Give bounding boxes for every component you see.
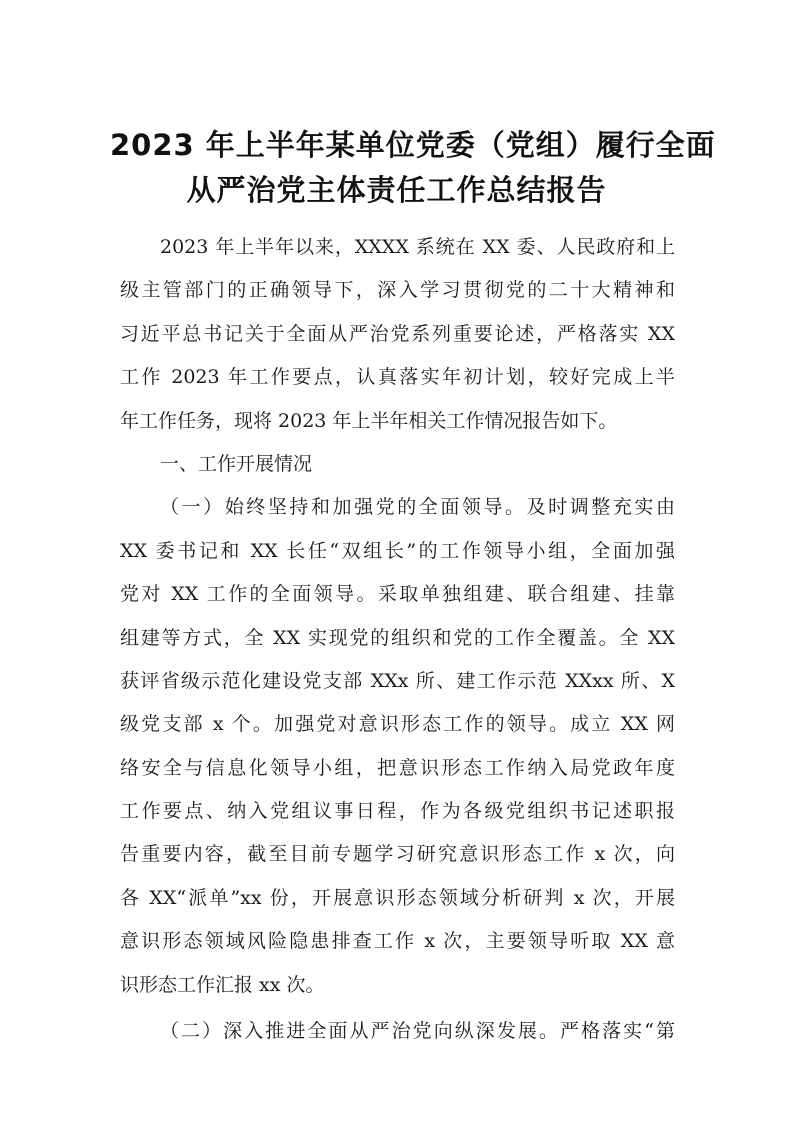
paragraph-line: 组建等方式，全 XX 实现党的组织和党的工作全覆盖。全 XX — [120, 626, 675, 649]
paragraph-line: （一）始终坚持和加强党的全面领导。及时调整充实由 — [160, 496, 675, 519]
document-title-line-2: 从严治党主体责任工作总结报告 — [186, 173, 607, 207]
paragraph-leadership — [120, 486, 675, 1007]
paragraph-line: 党对 XX 工作的全面领导。采取单独组建、联合组建、挂靠 — [120, 583, 675, 606]
paragraph-line: 获评省级示范化建设党支部 XXx 所、建工作示范 XXxx 所、X — [120, 669, 675, 692]
paragraph-line: XX 委书记和 XX 长任“双组长”的工作领导小组，全面加强 — [120, 539, 675, 562]
section-heading: 一、工作开展情况 — [160, 452, 313, 475]
paragraph-line: 各 XX“派单”xx 份，开展意识形态领域分析研判 x 次，开展 — [120, 886, 675, 909]
paragraph-line: 识形态工作汇报 xx 次。 — [120, 973, 325, 996]
paragraph-line: 习近平总书记关于全面从严治党系列重要论述，严格落实 XX — [120, 322, 675, 345]
paragraph-line: 告重要内容，截至目前专题学习研究意识形态工作 x 次，向 — [120, 843, 675, 866]
paragraph-line: 级党支部 x 个。加强党对意识形态工作的领导。成立 XX 网 — [120, 713, 675, 736]
document-title-line-1: 2023 年上半年某单位党委（党组）履行全面 — [110, 128, 716, 162]
paragraph-line: 年工作任务，现将 2023 年上半年相关工作情况报告如下。 — [120, 409, 618, 432]
paragraph-line: 络安全与信息化领导小组，把意识形态工作纳入局党政年度 — [120, 756, 675, 779]
paragraph-line: 意识形态领域风险隐患排查工作 x 次，主要领导听取 XX 意 — [120, 930, 675, 953]
paragraph-line: 工作 2023 年工作要点，认真落实年初计划，较好完成上半 — [120, 366, 675, 389]
paragraph-line: 2023 年上半年以来，XXXX 系统在 XX 委、人民政府和上 — [160, 236, 675, 258]
paragraph-line: （二）深入推进全面从严治党向纵深发展。严格落实“第 — [160, 1020, 675, 1043]
paragraph-intro — [120, 226, 675, 443]
document-body — [120, 226, 675, 1053]
paragraph-line: 级主管部门的正确领导下，深入学习贯彻党的二十大精神和 — [120, 279, 675, 302]
paragraph-line: 工作要点、纳入党组议事日程，作为各级党组织书记述职报 — [120, 800, 675, 823]
paragraph-discipline — [120, 1010, 675, 1053]
